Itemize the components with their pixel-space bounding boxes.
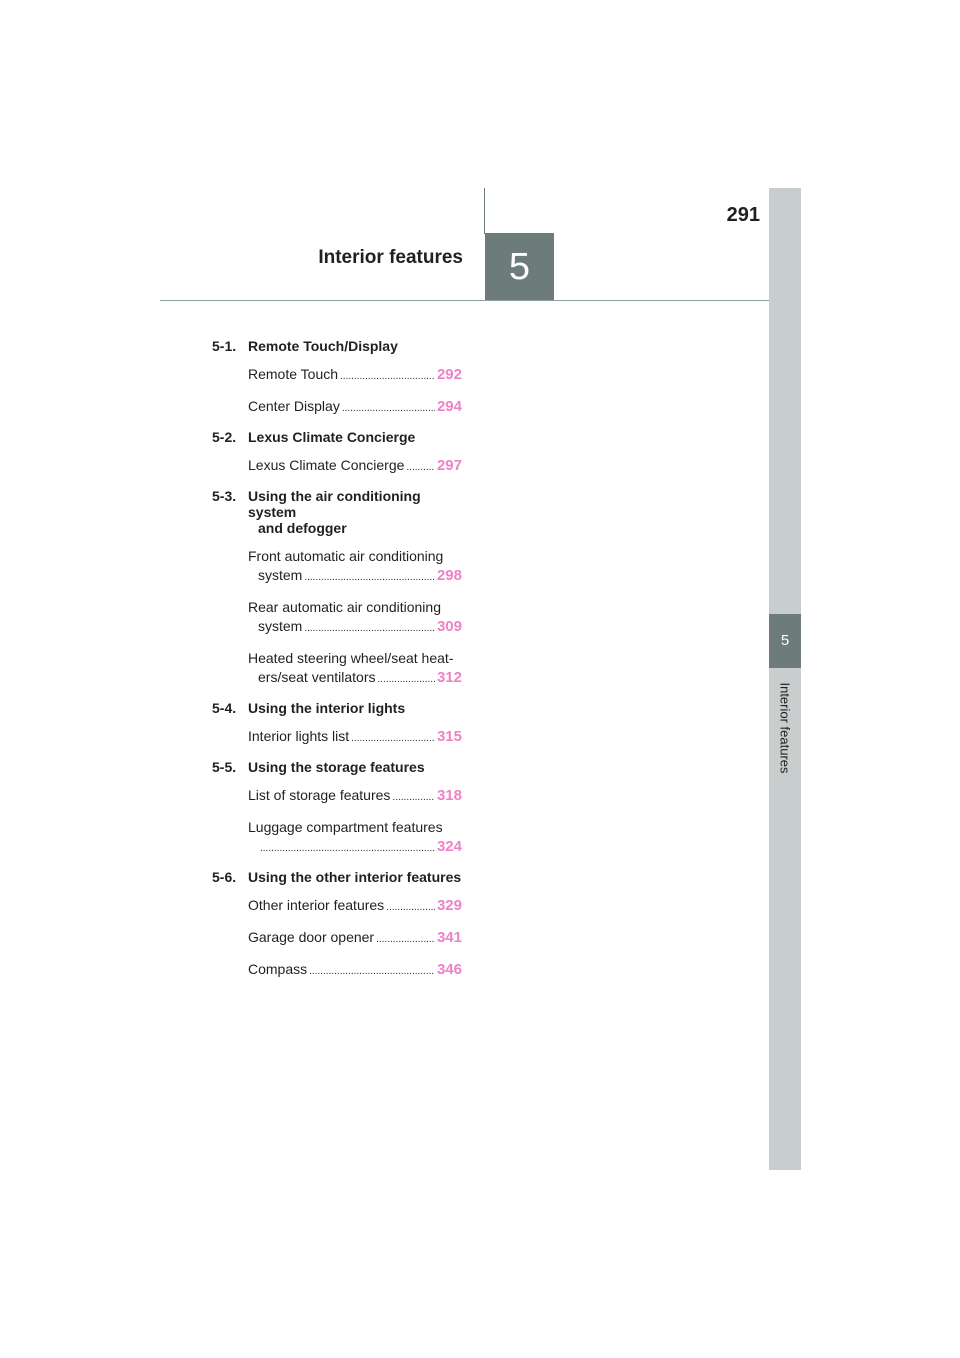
entry-text: Center Display	[248, 398, 340, 414]
leader-dots	[340, 367, 435, 386]
entry-text: Lexus Climate Concierge	[248, 457, 405, 473]
section-number: 5-3.	[212, 488, 237, 504]
toc-section	[212, 488, 462, 536]
section-title: Remote Touch/Display	[248, 338, 398, 354]
section-number: 5-2.	[212, 429, 237, 445]
page-link[interactable]: 346	[436, 961, 462, 978]
entry-text-cont: system	[258, 618, 303, 634]
leader-dots	[342, 399, 435, 418]
page-link[interactable]: 318	[436, 787, 462, 804]
entry-text: List of storage features	[248, 787, 391, 803]
page-link[interactable]: 312	[436, 669, 462, 686]
page-link[interactable]: 294	[436, 398, 462, 415]
toc-entry-interior-lights[interactable]	[248, 727, 462, 748]
page-link[interactable]: 297	[436, 457, 462, 474]
toc-entry-other-features[interactable]	[248, 896, 462, 917]
entry-text-cont: system	[258, 567, 303, 583]
entry-text: Compass	[248, 961, 308, 977]
section-number: 5-6.	[212, 869, 237, 885]
side-index-strip	[769, 188, 801, 1170]
toc-entry-compass[interactable]	[248, 960, 462, 981]
chapter-title: Interior features	[318, 247, 463, 268]
leader-dots	[386, 898, 435, 917]
toc-entry-front-ac[interactable]	[248, 547, 462, 587]
section-title: Lexus Climate Concierge	[248, 429, 416, 445]
leader-dots	[376, 930, 435, 949]
page-link[interactable]: 298	[436, 567, 462, 584]
toc-section	[212, 869, 462, 885]
entry-text: Other interior features	[248, 897, 385, 913]
toc-entry-heated-steering[interactable]	[248, 649, 462, 689]
page-link[interactable]: 341	[436, 929, 462, 946]
header-horizontal-rule	[160, 300, 770, 301]
leader-dots	[351, 729, 435, 748]
section-number: 5-1.	[212, 338, 237, 354]
table-of-contents	[212, 338, 462, 992]
side-tab-label: Interior features	[777, 682, 793, 774]
section-title: Using the air conditioning system and defogger	[248, 488, 421, 536]
leader-dots	[304, 568, 435, 587]
entry-text-cont: ers/seat ventilators	[258, 669, 376, 685]
entry-text: Remote Touch	[248, 366, 339, 382]
toc-section	[212, 338, 462, 354]
toc-section	[212, 759, 462, 775]
section-title: Using the interior lights	[248, 700, 406, 716]
header-vertical-rule	[484, 188, 485, 234]
entry-text: Interior lights list	[248, 728, 350, 744]
toc-entry-center-display[interactable]	[248, 397, 462, 418]
leader-dots	[392, 788, 435, 807]
page-link[interactable]: 329	[436, 897, 462, 914]
entry-text: Luggage compartment features	[248, 819, 443, 835]
section-number: 5-5.	[212, 759, 237, 775]
toc-section	[212, 429, 462, 445]
section-title: Using the storage features	[248, 759, 425, 775]
entry-text: Garage door opener	[248, 929, 375, 945]
toc-entry-storage-list[interactable]	[248, 786, 462, 807]
entry-text: Heated steering wheel/seat heat-	[248, 650, 454, 666]
entry-text: Rear automatic air conditioning	[248, 599, 441, 615]
side-tab-number[interactable]: 5	[769, 614, 801, 668]
toc-entry-luggage[interactable]	[248, 818, 462, 858]
entry-text: Front automatic air conditioning	[248, 548, 444, 564]
leader-dots	[260, 839, 435, 858]
toc-entry-rear-ac[interactable]	[248, 598, 462, 638]
page-link[interactable]: 324	[436, 838, 462, 855]
leader-dots	[309, 962, 435, 981]
page-link[interactable]: 292	[436, 366, 462, 383]
toc-entry-garage-door[interactable]	[248, 928, 462, 949]
toc-entry-climate-concierge[interactable]	[248, 456, 462, 477]
page-link[interactable]: 315	[436, 728, 462, 745]
section-title: Using the other interior features	[248, 869, 462, 885]
leader-dots	[304, 619, 435, 638]
leader-dots	[378, 670, 435, 689]
page-link[interactable]: 309	[436, 618, 462, 635]
toc-entry-remote-touch[interactable]	[248, 365, 462, 386]
toc-section	[212, 700, 462, 716]
page-number: 291	[726, 204, 760, 226]
section-number: 5-4.	[212, 700, 237, 716]
chapter-number-box: 5	[485, 233, 554, 301]
leader-dots	[406, 458, 435, 477]
